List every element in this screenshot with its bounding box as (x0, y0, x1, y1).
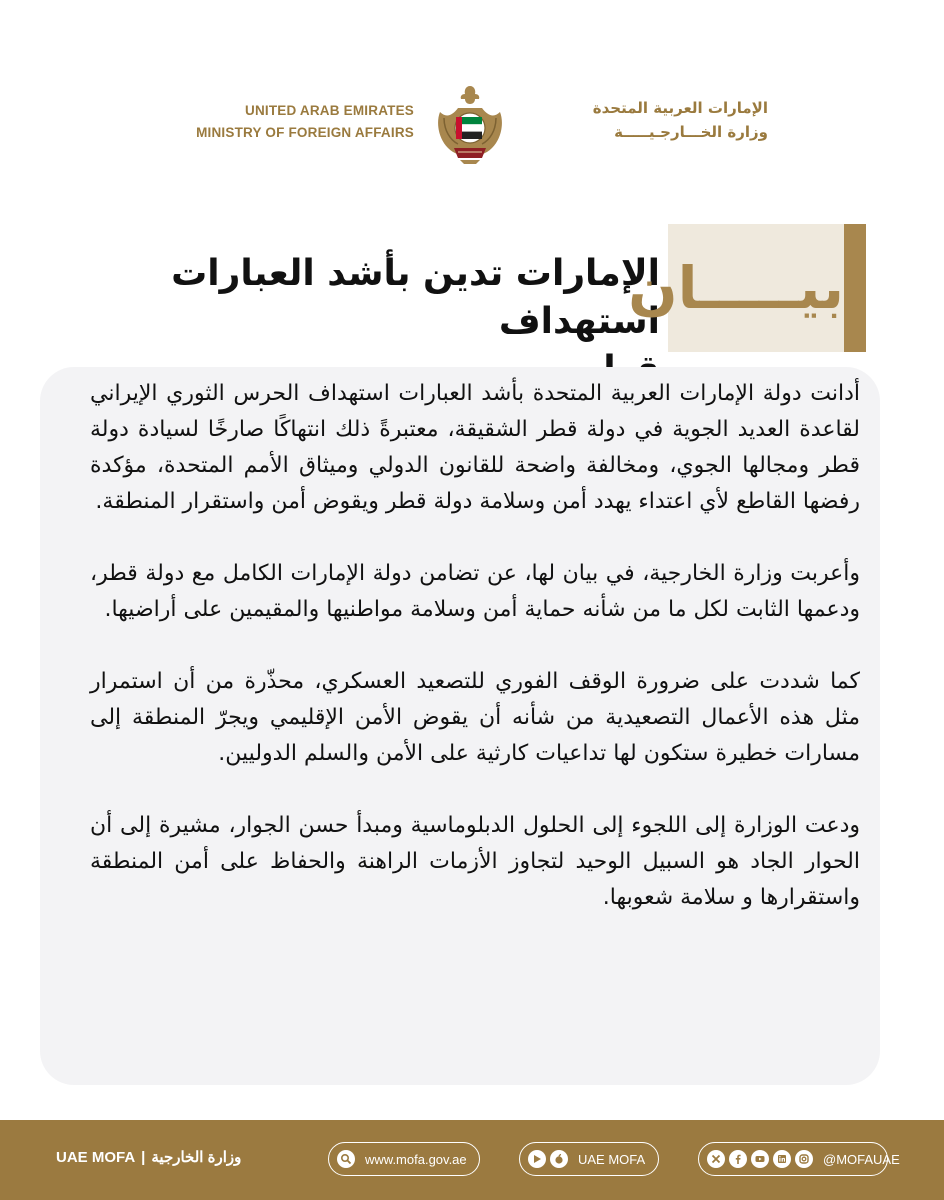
website-link[interactable] (328, 1142, 480, 1176)
footer-brand (56, 1148, 241, 1166)
linkedin-icon (773, 1150, 791, 1168)
letterhead (0, 82, 944, 172)
paragraph: وأعربت وزارة الخارجية، في بيان لها، عن تضامن دولة الإمارات الكامل مع دولة قطر، ودعمها الثابت لكل ما من شأنه حماية أمن وسلامة مواطنيها والمقيمين على أراضيها. (90, 561, 860, 622)
statement-body (90, 376, 860, 952)
search-icon (337, 1150, 355, 1168)
footer-bar (0, 1120, 944, 1200)
ministry-name-english-line: MINISTRY OF FOREIGN AFFAIRS (196, 125, 414, 140)
google-play-icon (528, 1150, 546, 1168)
country-name-arabic: الإمارات العربية المتحدة (592, 99, 768, 117)
x-twitter-icon (707, 1150, 725, 1168)
social-media-link[interactable] (698, 1142, 900, 1176)
statement-badge-label: بيـــــان (628, 254, 844, 322)
country-name-english: UNITED ARAB EMIRATES (245, 103, 414, 118)
footer-brand-arabic: وزارة الخارجية (151, 1149, 242, 1166)
ministry-name-english (186, 100, 414, 144)
website-url: www.mofa.gov.ae (365, 1151, 467, 1167)
badge-accent-bar (844, 224, 866, 352)
uae-falcon-emblem-icon (432, 82, 508, 166)
paragraph: كما شددت على ضرورة الوقف الفوري للتصعيد العسكري، محذّرة من أن استمرار مثل هذه الأعمال التصعيدية من شأنه أن يقوض الأمن الإقليمي ويجرّ المنطقة إلى مسارات خطيرة ستكون لها تداعيات كارثية على الأمن والسلم الدوليين. (90, 669, 860, 766)
paragraph: ودعت الوزارة إلى اللجوء إلى الحلول الدبلوماسية ومبدأ حسن الجوار، مشيرة إلى أن الحوار الجاد هو السبيل الوحيد لتجاوز الأزمات الراهنة والحفاظ على أمن المنطقة واستقرارها و سلامة شعوبها. (90, 813, 860, 910)
social-handle: @MOFAUAE (823, 1151, 900, 1167)
app-name: UAE MOFA (578, 1151, 646, 1167)
ministry-name-arabic (528, 96, 768, 144)
footer-brand-separator: | (141, 1149, 146, 1166)
statement-badge (628, 224, 866, 352)
app-download-link[interactable] (519, 1142, 659, 1176)
ministry-name-arabic-line: وزارة الخـــارجـيـــــة (614, 123, 768, 141)
facebook-icon (729, 1150, 747, 1168)
instagram-icon (795, 1150, 813, 1168)
paragraph: أدانت دولة الإمارات العربية المتحدة بأشد العبارات استهداف الحرس الثوري الإيراني لقاعدة العديد الجوية في دولة قطر الشقيقة، معتبرةً ذلك انتهاكًا صارخًا لسيادة دولة قطر ومجالها الجوي، ومخالفة واضحة للقانون الدولي وميثاق الأمم المتحدة، مؤكدة رفضها القاطع لأي اعتداء يهدد أمن وسلامة دولة قطر ويقوض أمن واستقرار المنطقة. (90, 381, 860, 514)
title-line-1: الإمارات تدين بأشد العبارات استهداف (171, 253, 660, 342)
footer-brand-english: UAE MOFA (56, 1149, 136, 1166)
apple-icon (550, 1150, 568, 1168)
youtube-icon (751, 1150, 769, 1168)
